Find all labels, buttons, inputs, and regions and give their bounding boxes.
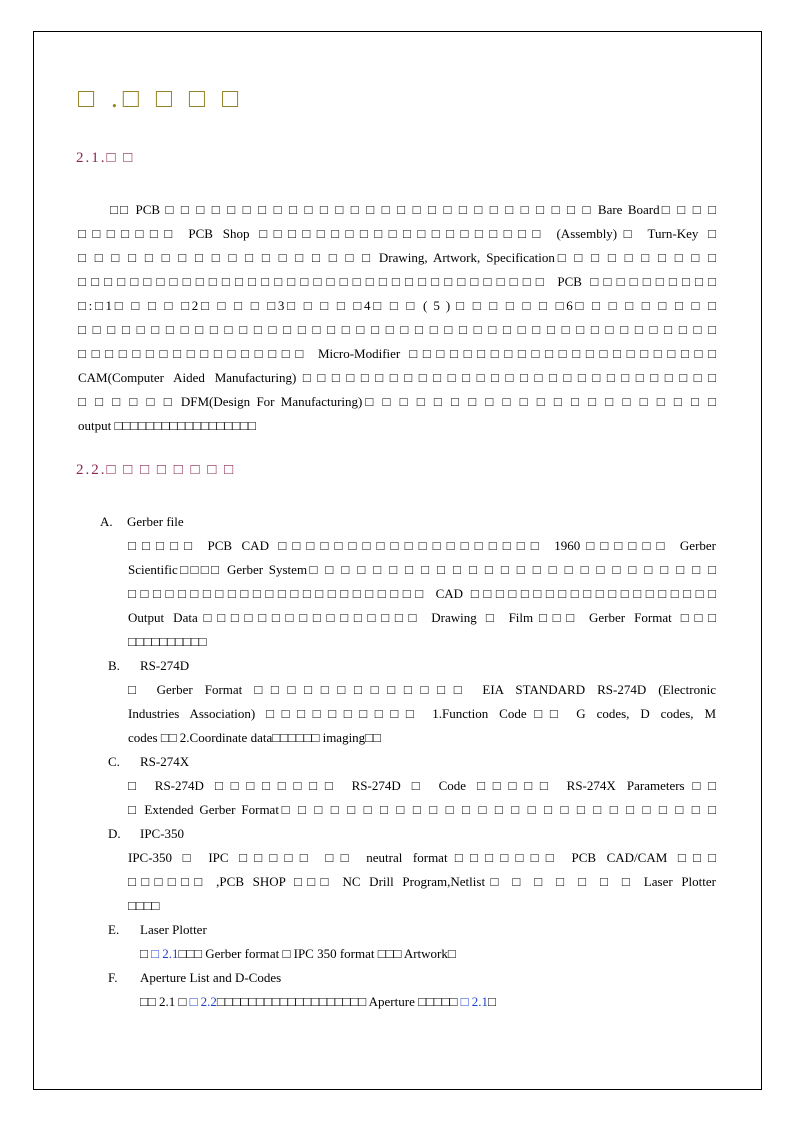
list-item-head	[0, 966, 795, 990]
paragraph-line: □□ PCB □ □ □ □ □ □ □ □ □ □ □ □ □ □ □ □ □ □ □ □ □ □ □ □ □ □ □ □ Bare Board□ □ □ □	[110, 202, 716, 217]
list-item-line	[140, 990, 716, 1014]
figure-reference-link[interactable]: □ 2.1	[151, 946, 179, 961]
paragraph-line: CAM(Computer Aided Manufacturing)□□□□□□□□□□□□□□□□□□□□□□□□□□□□□	[78, 370, 716, 385]
paragraph-line: output □□□□□□□□□□□□□□□□□□	[78, 418, 256, 433]
list-item-line: □□□□□□□□□□□□□□□□□□□□□□□□ CAD □□□□□□□□□□□□□□□□□□□□	[128, 586, 716, 601]
line-text: □□□ Gerber format □ IPC 350 format □□□ Artwork□	[178, 946, 456, 961]
list-item-line: □□□□□□ ,PCB SHOP □□□ NC Drill Program,Netlist□ □ □ □ □ □ □ Laser Plotter	[128, 874, 716, 889]
paragraph-line: □□□□□□□□□□□□□□□□□□□□□□□□□□□□□□□□□□□□ PCB □□□□□□□□□□	[78, 274, 716, 289]
list-item-head	[0, 510, 795, 534]
line-text: □	[487, 994, 496, 1009]
list-marker: A.	[100, 514, 113, 529]
list-item-line: □□□□□□□□□□	[128, 634, 207, 649]
list-item-line: □ RS-274D □□□□□□□□ RS-274D □ Code □□□□□ RS-274X Parameters□□	[128, 778, 716, 793]
list-item-line: Output Data□□□□□□□□□□□□□□□□ Drawing □ Film□□□ Gerber Format □□□	[128, 610, 716, 625]
section-2-1-heading: 2.1.□ □	[76, 150, 135, 166]
section-2-1-paragraph	[78, 198, 716, 438]
paragraph-line: □ □ □ □ □ □ DFM(Design For Manufacturing)□ □ □ □ □ □ □ □ □ □ □ □ □ □ □ □ □ □ □ □ □	[78, 394, 716, 409]
figure-reference-link[interactable]: □ 2.2	[189, 994, 217, 1009]
list-marker: C.	[108, 754, 120, 769]
list-marker: B.	[108, 658, 120, 673]
list-item-head	[0, 654, 795, 678]
paragraph-line: □ □ □ □ □ □ □ □ □ □ □ □ □ □ □ □ □ □ Drawing, Artwork, Specification□ □ □ □ □ □ □ □ □ □	[78, 250, 716, 265]
chapter-title: □ .□ □ □ □	[78, 83, 244, 113]
line-text: □□□□□□□□□□□□□□□□□□□ Aperture □□□□□	[216, 994, 461, 1009]
list-item-title: Gerber file	[127, 514, 184, 529]
paragraph-line: □:□1□ □ □ □ □2□ □ □ □ □3□ □ □ □ □4□ □ □ ( 5 ) □ □ □ □ □ □ □6□ □ □ □ □ □ □ □ □	[78, 298, 716, 313]
list-item-line: Industries Association) □□□□□□□□□□ 1.Function Code□□ G codes, D codes, M	[128, 706, 716, 721]
list-item-line: □ Extended Gerber Format□ □ □ □ □ □ □ □ □ □ □ □ □ □ □ □ □ □ □ □ □ □ □ □ □ □ □	[128, 802, 716, 817]
list-marker: F.	[108, 970, 118, 985]
format-list	[0, 510, 795, 1014]
list-item-line: □□□□	[128, 898, 160, 913]
list-item-title: Aperture List and D-Codes	[140, 970, 282, 985]
list-item-title: RS-274X	[140, 754, 190, 769]
list-item-head	[0, 918, 795, 942]
list-item-line: Scientific□□□□ Gerber System□ □ □ □ □ □ □ □ □ □ □ □ □ □ □ □ □ □ □ □ □ □ □ □ □ □	[128, 562, 716, 577]
list-item-line	[140, 942, 716, 966]
list-marker: D.	[108, 826, 121, 841]
list-item-title: IPC-350	[140, 826, 185, 841]
line-text: □	[140, 946, 152, 961]
list-item-line: □□□□□ PCB CAD □□□□□□□□□□□□□□□□□□□ 1960□□□□□□ Gerber	[128, 538, 716, 553]
list-item-title: RS-274D	[140, 658, 190, 673]
paragraph-line: □□□□□□□□□□□□□□□□□ Micro-Modifier □□□□□□□□□□□□□□□□□□□□□□□	[78, 346, 716, 361]
section-2-2-heading: 2.2.□ □ □ □ □ □ □ □	[76, 462, 236, 478]
list-item-head	[0, 822, 795, 846]
list-item-line: □ Gerber Format □□□□□□□□□□□□□ EIA STANDARD RS-274D (Electronic	[128, 682, 716, 697]
paragraph-line: □□□□□□□ PCB Shop □□□□□□□□□□□□□□□□□□□□ (Assembly)□ Turn-Key □	[78, 226, 716, 241]
list-marker: E.	[108, 922, 120, 937]
list-item-head	[0, 750, 795, 774]
list-item-title: Laser Plotter	[140, 922, 207, 937]
list-item-line: IPC-350 □ IPC □□□□□ □□ neutral format□□□□□□□ PCB CAD/CAM □□□	[128, 850, 716, 865]
table-reference-link[interactable]: □ 2.1	[460, 994, 488, 1009]
line-text: □□ 2.1 □	[140, 994, 190, 1009]
list-item-line: codes □□ 2.Coordinate data□□□□□□ imaging□□	[128, 730, 381, 745]
paragraph-line: □ □ □ □ □ □ □ □ □ □ □ □ □ □ □ □ □ □ □ □ □ □ □ □ □ □ □ □ □ □ □ □ □ □ □ □ □ □ □ □ □ □ □ □	[78, 322, 716, 337]
